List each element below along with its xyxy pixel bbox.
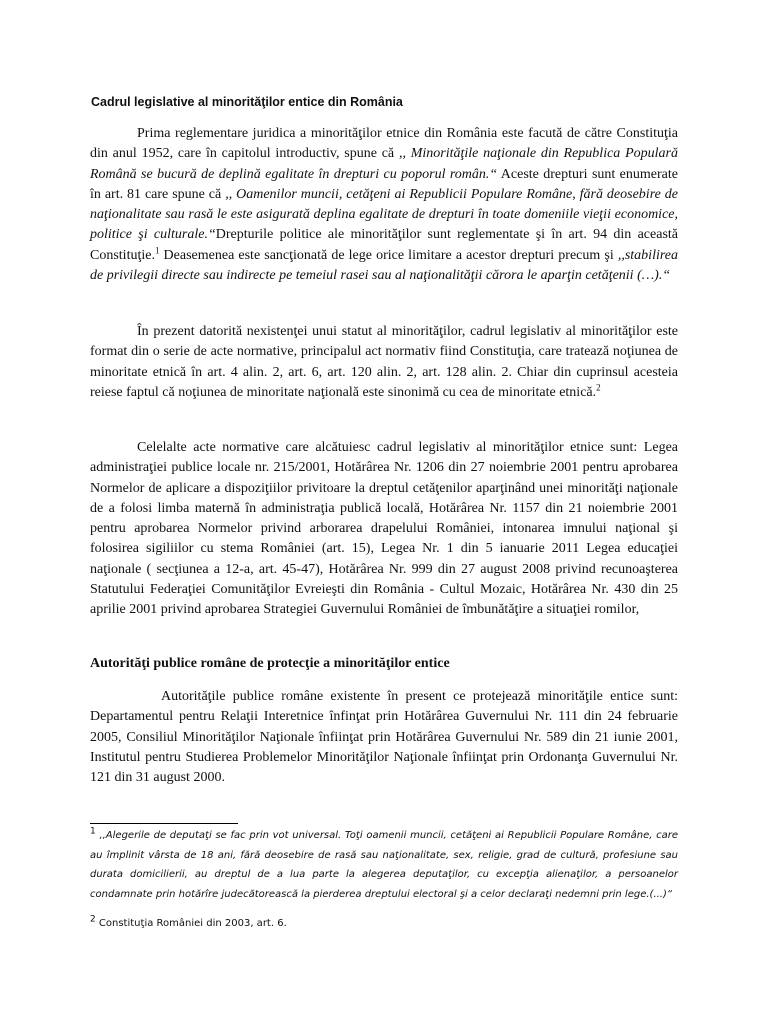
footnote-ref-2[interactable]: 2 [596,382,601,393]
paragraph-text: Prima reglementare juridica a minorităţilor etnice din România este facută de către Constituţia din anul 1952, care în capitolul introductiv, spune că [90,126,678,162]
footnote-1 [90,826,678,904]
footnote-ref-1[interactable]: 1 [154,245,160,256]
quote: ,, Minorităţile naţionale din Republica Populară Română se bucură de deplină egalitate în drepturi cu poporul român.“ [90,146,678,182]
footnote-number: 1 [90,826,96,837]
footnote-separator [90,823,238,824]
paragraph-current-framework [90,322,678,403]
paragraph-other-acts: Celelalte acte normative care alcătuiesc cadrul legislativ al minorităţilor etnice sunt: Legea administraţiei publice locale nr. 215/2001, Hotărârea Nr. 1206 din 27 noiembrie 2001 pentru aprobarea Normelor de aplicare a dispoziţiilor privitoare la dreptul cetăţenilor aparţinând unei minorităţi naţionale de a folosi limba maternă în administraţia publică locală, Hotărârea Nr. 1157 din 21 noiembrie 2001 pentru aprobarea Normelor privind arborarea drapelului României, intonarea imnului naţional şi folosirea sigiliilor cu stema României (art. 15), Legea Nr. 1 din 5 ianuarie 2011 Legea educaţiei naţionale ( secţiunea a 12-a, art. 45-47), Hotărârea Nr. 999 din 27 august 2008 privind recunoaşterea Statutului Federaţiei Comunităţilor Evreieşti din România - Cultul Mozaic, Hotărârea Nr. 430 din 25 aprilie 2001 privind aprobarea Strategiei Guvernului României de îmbunătăţire a situaţiei romilor, [90,440,678,618]
section-heading-public-authorities: Autorităţi publice române de protecţie a minorităţilor entice [90,656,450,671]
section-heading-legal-framework: Cadrul legislative al minorităţilor entice din România [91,95,403,109]
paragraph-text: Deasemenea este sancţionată de lege orice limitare a acestor drepturi precum şi [159,247,618,263]
paragraph-constitution-1952 [90,124,678,286]
quote: ,,stabilirea de privilegii directe sau indirecte pe temeiul rasei sau al naţionalităţii cărora le aparţin cetăţenii (…).“ [90,247,678,284]
paragraph-text: Aceste drepturi sunt enumerate în art. 81 care spune că [90,166,678,202]
paragraph-text: În prezent datorită nexistenţei unui statut al minorităţilor, cadrul legislativ al minorităţilor este format din o serie de acte normative, principalul act normativ fiind Constituţia, care tratează noţiunea de minoritate etnică în art. 4 alin. 2, art. 6, art. 120 alin. 2, art. 128 alin. 2. Chiar din cuprinsul acesteia reiese faptul că noţiunea de minoritate naţională este sinonimă cu cea de minoritate etnică. [90,324,678,400]
paragraph-text: Drepturile politice ale minorităţilor sunt reglementate şi în art. 94 din această Constituţie. [90,227,678,263]
paragraph-authorities: Autorităţile publice române existente în present ce protejează minorităţile entice sunt: Departamentul pentru Relaţii Interetnice înfinţat prin Hotărârea Guvernului Nr. 111 din 24 februarie 2005, Consiliul Minorităţilor Naţionale înfiinţat prin Hotărârea Guvernului Nr. 589 din 21 iunie 2001, Institutul pentru Studierea Problemelor Minorităţilor Naţionale înfiinţat prin Ordonanţa Guvernului Nr. 121 din 31 august 2000. [90,689,678,786]
footnote-text: ,,Alegerile de deputaţi se fac prin vot universal. Toţi oamenii muncii, cetăţeni ai Republicii Populare Române, care au împlinit vârsta de 18 ani, fără deosebire de rasă sau naţionalitate, sex, religie, grad de cultură, profesiune sau durata domicilierii, au dreptul de a lua parte la alegerea deputaţilor, cu excepţia alienaţilor, a persoanelor condamnate prin hotărîre judecătorească la pierderea dreptului electoral şi a celor declaraţi nedemni prin lege.(...)“ [90,830,678,900]
quote: ,, Oamenilor muncii, cetăţeni ai Republicii Populare Române, fără deosebire de naţionalitate sau rasă le este asigurată deplina egalitate de drepturi în toate domeniile vieţii economice, politice şi culturale.“ [90,186,678,243]
footnote-number: 2 [90,914,96,925]
footnote-text: Constituţia României din 2003, art. 6. [95,918,287,929]
footnote-2 [90,914,678,934]
